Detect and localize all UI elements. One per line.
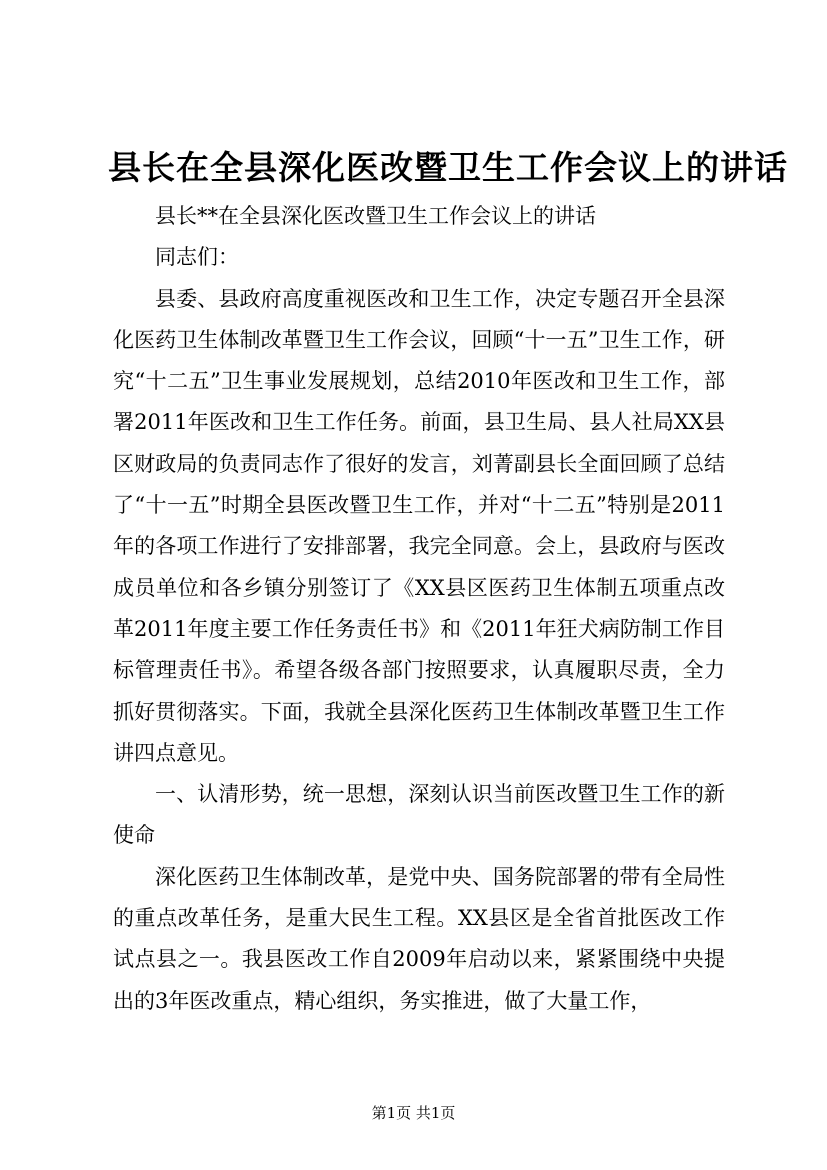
greeting: 同志们： [155, 245, 239, 270]
document-title: 县长在全县深化医改暨卫生工作会议上的讲话 [108, 148, 788, 187]
page-footer: 第1页 共1页 [371, 1104, 456, 1122]
paragraph-intro: 县委、县政府高度重视医改和卫生工作，决定专题召开全县深化医药卫生体制改革暨卫生工作会议，回顾“十一五”卫生工作，研究“十二五”卫生事业发展规划，总结2010年医改和卫生工作，部署2011年医改和卫生工作任务。前面，县卫生局、县人社局XX县区财政局的负责同志作了很好的发言，刘菁副县长全面回顾了总结了“十一五”时期全县医改暨卫生工作，并对“十二五”特别是2011年的各项工作进行了安排部署，我完全同意。会上，县政府与医改成员单位和各乡镇分别签订了《XX县区医药卫生体制五项重点改革2011年度主要工作任务责任书》和《2011年狂犬病防制工作目标管理责任书》。希望各级各部门按照要求，认真履职尽责，全力抓好贯彻落实。下面，我就全县深化医药卫生体制改革暨卫生工作讲四点意见。 [113, 286, 725, 765]
document-subtitle: 县长**在全县深化医改暨卫生工作会议上的讲话 [155, 204, 596, 228]
section-heading-1: 一、认清形势，统一思想，深刻认识当前医改暨卫生工作的新使命 [113, 782, 725, 848]
document-body [113, 196, 725, 1022]
paragraph-reform: 深化医药卫生体制改革，是党中央、国务院部署的带有全局性的重点改革任务，是重大民生工程。XX县区是全省首批医改工作试点县之一。我县医改工作自2009年启动以来，紧紧围绕中央提出的3年医改重点，精心组织，务实推进，做了大量工作， [113, 864, 725, 1013]
